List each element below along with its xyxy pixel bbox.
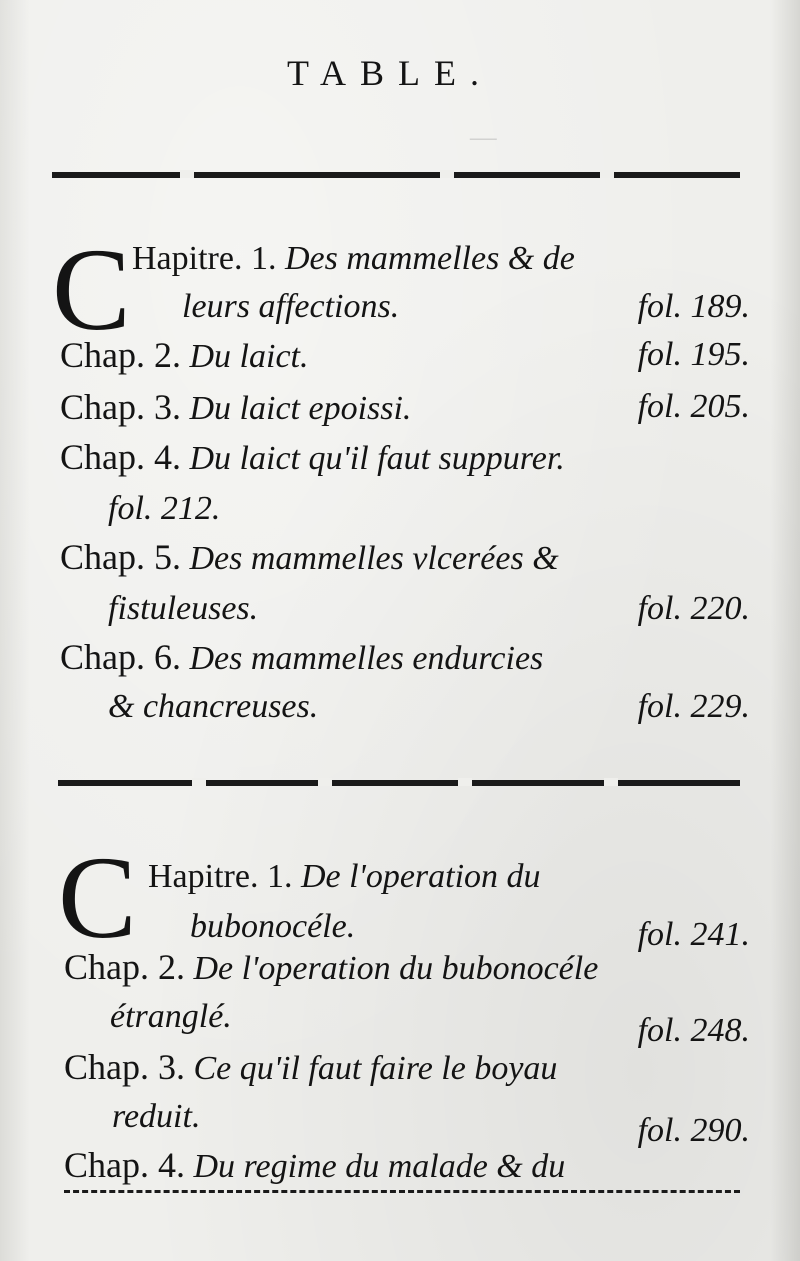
folio-ref: fol. 189. xyxy=(637,288,750,325)
chapter-lead: Chap. 3. xyxy=(60,387,181,427)
chapter-title: Des mammelles endurcies xyxy=(189,640,544,677)
chapter-title: Du laict. xyxy=(189,338,309,375)
folio-ref: fol. 290. xyxy=(637,1112,750,1149)
toc-entry-ch5 xyxy=(60,538,750,578)
chapter-lead: Chap. 5. xyxy=(60,537,181,577)
folio-ref: fol. 220. xyxy=(637,590,750,627)
chapter-title-cont: étranglé. xyxy=(110,998,232,1035)
chapter-title: Du regime du malade & du xyxy=(193,1148,566,1185)
chapter-title-cont: fistuleuses. xyxy=(108,590,259,627)
drop-cap: C xyxy=(52,224,131,355)
chapter-title-cont: bubonocéle. xyxy=(190,908,356,945)
bleed-through-text: — xyxy=(470,120,497,153)
toc-entry-ch6 xyxy=(60,638,750,678)
chapter-title: Du laict qu'il faut suppurer. xyxy=(189,440,565,477)
folio-ref: fol. 248. xyxy=(637,1012,750,1049)
toc-entry-ch1 xyxy=(148,858,748,896)
chapter-lead: Chap. 2. xyxy=(60,335,181,375)
chapter-title: Du laict epoissi. xyxy=(189,390,412,427)
chapter-title-cont: & chancreuses. xyxy=(108,688,319,725)
toc-entry-ch4 xyxy=(64,1146,754,1186)
chapter-lead: Chap. 6. xyxy=(60,637,181,677)
chapter-title: Des mammelles & de xyxy=(284,240,575,277)
chapter-lead: Hapitre. 1. xyxy=(132,240,277,277)
folio-ref: fol. 241. xyxy=(637,916,750,953)
drop-cap: C xyxy=(58,832,137,963)
folio-ref: fol. 195. xyxy=(637,336,750,373)
toc-entry-ch1 xyxy=(132,240,752,278)
chapter-lead: Chap. 2. xyxy=(64,947,185,987)
chapter-title: Ce qu'il faut faire le boyau xyxy=(193,1050,558,1087)
folio-ref: fol. 205. xyxy=(637,388,750,425)
chapter-title: De l'operation du xyxy=(300,858,541,895)
folio-ref: fol. 212. xyxy=(108,490,221,527)
chapter-lead: Chap. 4. xyxy=(60,437,181,477)
folio-ref: fol. 229. xyxy=(637,688,750,725)
bottom-rule xyxy=(64,1190,740,1193)
chapter-lead: Chap. 4. xyxy=(64,1145,185,1185)
chapter-lead: Hapitre. 1. xyxy=(148,858,293,895)
page-title: TABLE. xyxy=(286,53,494,93)
toc-entry-ch2 xyxy=(64,948,754,988)
toc-entry-ch3 xyxy=(64,1048,754,1088)
toc-entry-ch4 xyxy=(60,438,750,478)
chapter-title: Des mammelles vlcerées & xyxy=(189,540,559,577)
chapter-title-cont: reduit. xyxy=(112,1098,201,1135)
chapter-title: De l'operation du bubonocéle xyxy=(193,950,599,987)
chapter-lead: Chap. 3. xyxy=(64,1047,185,1087)
chapter-title-cont: leurs affections. xyxy=(182,288,400,325)
